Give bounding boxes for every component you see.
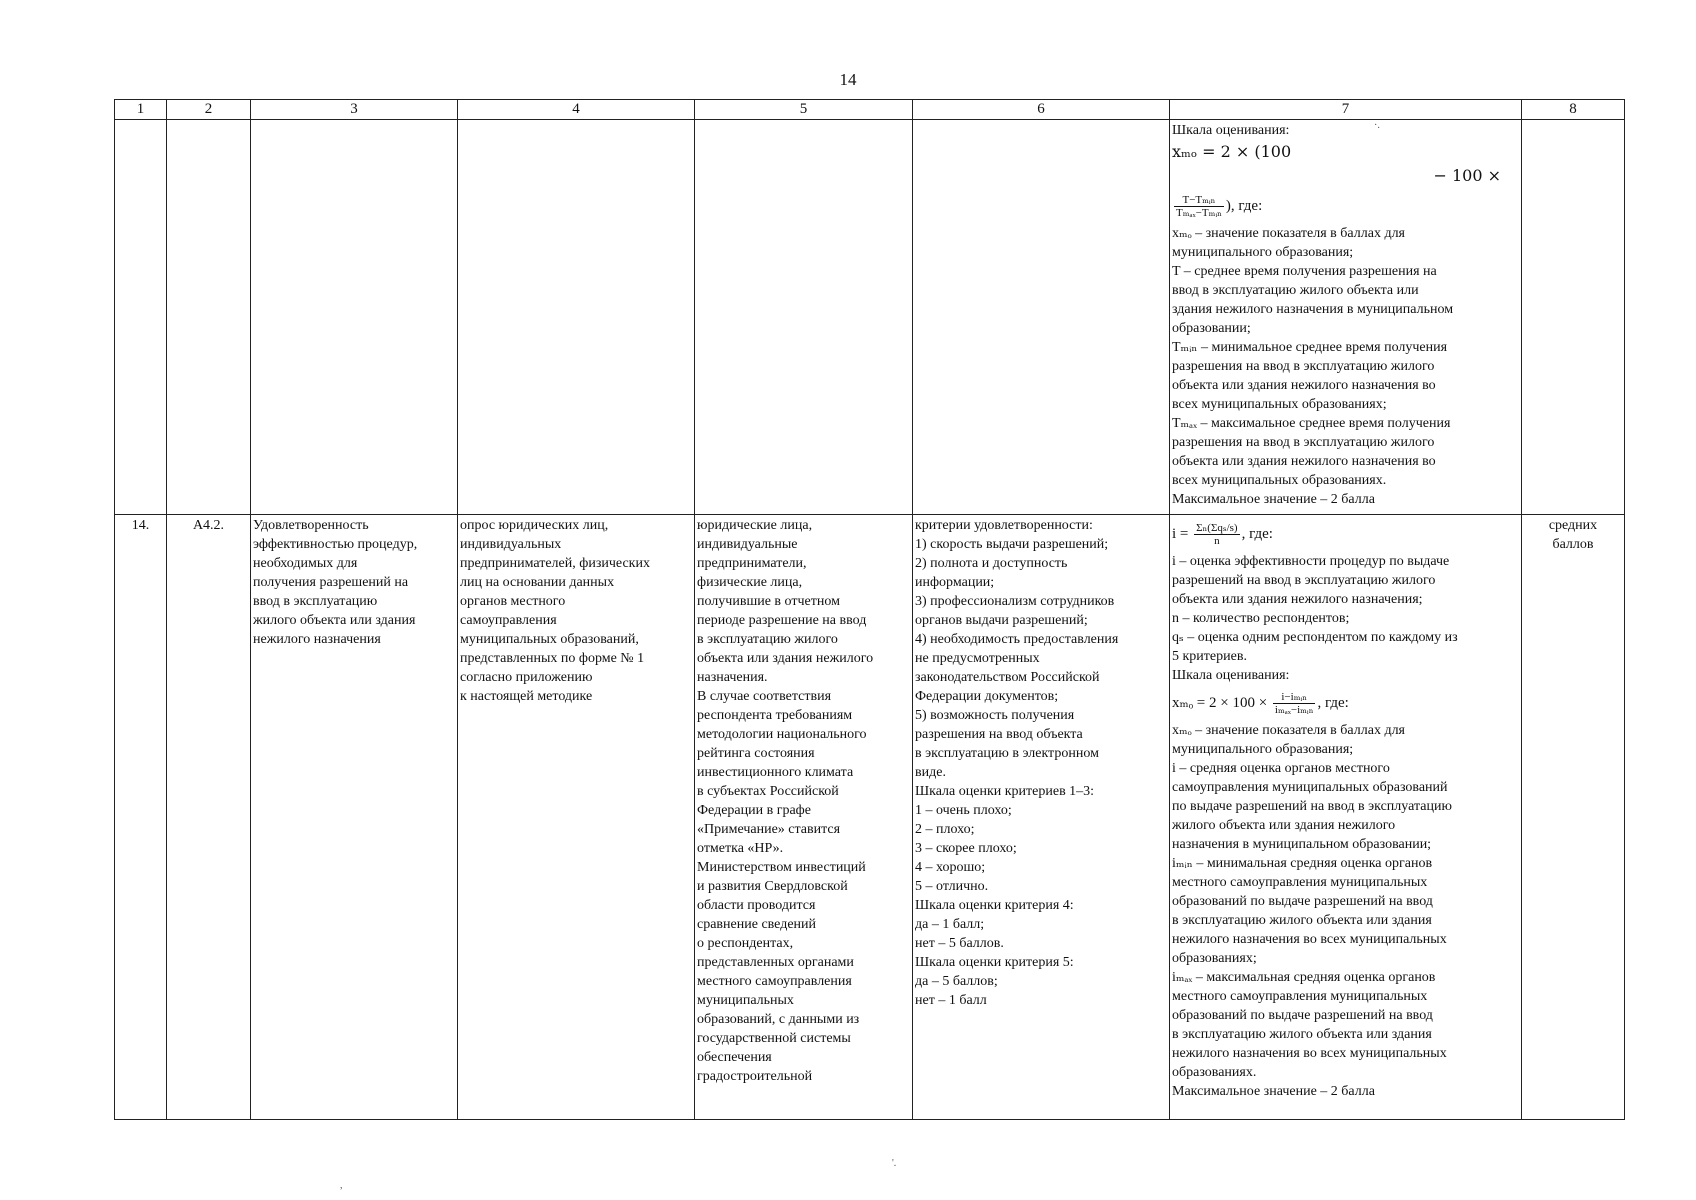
- text-line: Министерством инвестиций: [697, 860, 866, 875]
- fraction-denominator: n: [1214, 535, 1220, 548]
- text-line: Шкала оценивания:: [1172, 668, 1290, 683]
- text-line: объекта или здания нежилого: [697, 651, 874, 666]
- text-line: законодательством Российской: [915, 670, 1100, 685]
- formula-tail: , где:: [1241, 526, 1273, 542]
- text-line: в эксплуатацию жилого: [697, 632, 838, 647]
- fraction-denominator: Tₘₐₓ−Tₘᵢₙ: [1176, 207, 1222, 220]
- text-line: муниципальных: [697, 993, 794, 1008]
- text-line: Федерации в графе: [697, 803, 811, 818]
- formula-tail: , где:: [1317, 695, 1349, 711]
- text-line: баллов: [1552, 537, 1594, 552]
- text-line: Tₘᵢₙ – минимальное среднее время получения: [1172, 340, 1448, 355]
- text-line: самоуправления муниципальных образований: [1172, 780, 1448, 795]
- text-line: нежилого назначения во всех муниципальных: [1172, 1046, 1447, 1061]
- fraction-numerator: i−iₘᵢₙ: [1273, 691, 1316, 704]
- respondents: [695, 515, 913, 1120]
- text-line: Максимальное значение – 2 балла: [1172, 1084, 1375, 1099]
- formula-fraction: [1172, 685, 1519, 721]
- text-line: 3) профессионализм сотрудников: [915, 594, 1115, 609]
- text-line: индивидуальные: [697, 537, 798, 552]
- text-lines: [1172, 224, 1519, 509]
- text-line: xₘₒ – значение показателя в баллах для: [1172, 226, 1405, 241]
- scan-speck: '.: [892, 1158, 897, 1169]
- text-line: В случае соответствия: [697, 689, 832, 704]
- cell-col4: [458, 120, 695, 515]
- text-line: индивидуальных: [460, 537, 562, 552]
- column-header-3: 3: [251, 100, 458, 120]
- text-line: 5 – отлично.: [915, 879, 989, 894]
- text-line: разрешения на ввод в эксплуатацию жилого: [1172, 359, 1435, 374]
- column-header-7: 7: [1170, 100, 1522, 120]
- text-line: 2) полнота и доступность: [915, 556, 1068, 571]
- text-line: 1) скорость выдачи разрешений;: [915, 537, 1109, 552]
- text-line: iₘₐₓ – максимальная средняя оценка органов: [1172, 970, 1436, 985]
- text-line: Шкала оценки критериев 1–3:: [915, 784, 1095, 799]
- cell-col2: [167, 120, 251, 515]
- text-line: по выдаче разрешений на ввод в эксплуатацию: [1172, 799, 1452, 814]
- text-line: образований по выдаче разрешений на ввод: [1172, 1008, 1433, 1023]
- text-line: iₘᵢₙ – минимальная средняя оценка органов: [1172, 856, 1433, 871]
- cell-col7-formula-continued: [1170, 120, 1522, 515]
- data-source: [458, 515, 695, 1120]
- text-line: рейтинга состояния: [697, 746, 815, 761]
- table-row: [115, 515, 1625, 1120]
- text-line: 3 – скорее плохо;: [915, 841, 1017, 856]
- text-line: инвестиционного климата: [697, 765, 854, 780]
- text-line: и развития Свердловской: [697, 879, 848, 894]
- text-line: местного самоуправления муниципальных: [1172, 875, 1428, 890]
- text-line: не предусмотренных: [915, 651, 1040, 666]
- text-line: T – среднее время получения разрешения на: [1172, 264, 1437, 279]
- table-row: [115, 120, 1625, 515]
- calculation-method: [1170, 515, 1522, 1120]
- text-line: периоде разрешение на ввод: [697, 613, 867, 628]
- text-line: в эксплуатацию жилого объекта или здания: [1172, 1027, 1432, 1042]
- text-line: необходимых для: [253, 556, 358, 571]
- text-line: qₛ – оценка одним респондентом по каждому из: [1172, 630, 1458, 645]
- column-header-5: 5: [695, 100, 913, 120]
- indicator-code: А4.2.: [167, 515, 251, 1120]
- text-line: градостроительной: [697, 1069, 813, 1084]
- text-line: получившие в отчетном: [697, 594, 840, 609]
- text-line: обеспечения: [697, 1050, 772, 1065]
- indicator-name: [251, 515, 458, 1120]
- text-line: объекта или здания нежилого назначения во: [1172, 454, 1436, 469]
- text-line: виде.: [915, 765, 946, 780]
- text-line: всех муниципальных образованиях;: [1172, 397, 1387, 412]
- text-line: разрешений на ввод в эксплуатацию жилого: [1172, 573, 1436, 588]
- text-line: да – 5 баллов;: [915, 974, 998, 989]
- column-header-1: 1: [115, 100, 167, 120]
- text-line: xₘₒ – значение показателя в баллах для: [1172, 723, 1405, 738]
- column-header-2: 2: [167, 100, 251, 120]
- row-number: 14.: [115, 515, 167, 1120]
- text-line: жилого объекта или здания: [253, 613, 416, 628]
- text-line: юридические лица,: [697, 518, 813, 533]
- page-number: 14: [839, 70, 857, 89]
- criteria: [913, 515, 1170, 1120]
- text-line: респондента требованиям: [697, 708, 853, 723]
- text-line: методологии национального: [697, 727, 867, 742]
- text-line: n – количество респондентов;: [1172, 611, 1350, 626]
- text-line: самоуправления: [460, 613, 557, 628]
- scan-speck: ·.: [1374, 120, 1380, 131]
- text-line: Максимальное значение – 2 балла: [1172, 492, 1375, 507]
- text-line: образовании;: [1172, 321, 1251, 336]
- text-line: разрешения на ввод в эксплуатацию жилого: [1172, 435, 1435, 450]
- text-line: местного самоуправления муниципальных: [1172, 989, 1428, 1004]
- text-line: 1 – очень плохо;: [915, 803, 1012, 818]
- text-line: объекта или здания нежилого назначения во: [1172, 378, 1436, 393]
- text-line: 4) необходимость предоставления: [915, 632, 1119, 647]
- formula-tail: ), где:: [1225, 198, 1263, 214]
- text-line: i – оценка эффективности процедур по выдаче: [1172, 554, 1450, 569]
- formula-lhs: xₘₒ = 2 × 100 ×: [1172, 695, 1268, 711]
- text-line: органов местного: [460, 594, 566, 609]
- text-line: 4 – хорошо;: [915, 860, 986, 875]
- text-line: местного самоуправления: [697, 974, 852, 989]
- scale-label: Шкала оценивания:: [1172, 123, 1290, 138]
- text-line: нет – 5 баллов.: [915, 936, 1004, 951]
- text-lines: [1172, 721, 1519, 1101]
- text-line: назначения в муниципальном образовании;: [1172, 837, 1432, 852]
- text-line: в эксплуатацию жилого объекта или здания: [1172, 913, 1432, 928]
- text-line: получения разрешений на: [253, 575, 409, 590]
- text-line: да – 1 балл;: [915, 917, 985, 932]
- text-lines: [1172, 552, 1519, 685]
- text-line: к настоящей методике: [460, 689, 593, 704]
- text-line: ввод в эксплуатацию жилого объекта или: [1172, 283, 1419, 298]
- text-line: в эксплуатацию в электронном: [915, 746, 1099, 761]
- text-line: 5) возможность получения: [915, 708, 1075, 723]
- text-line: всех муниципальных образованиях.: [1172, 473, 1387, 488]
- text-line: сравнение сведений: [697, 917, 817, 932]
- text-line: Шкала оценки критерия 4:: [915, 898, 1074, 913]
- text-line: в субъектах Российской: [697, 784, 839, 799]
- text-line: государственной системы: [697, 1031, 851, 1046]
- text-line: Федерации документов;: [915, 689, 1059, 704]
- text-line: жилого объекта или здания нежилого: [1172, 818, 1396, 833]
- text-line: 2 – плохо;: [915, 822, 975, 837]
- header-row: [115, 100, 1625, 120]
- fraction: [1273, 691, 1316, 716]
- formula-fraction: [1172, 188, 1519, 224]
- cell-col3: [251, 120, 458, 515]
- text-line: физические лица,: [697, 575, 803, 590]
- text-line: лиц на основании данных: [460, 575, 615, 590]
- column-header-6: 6: [913, 100, 1170, 120]
- text-line: образованиях;: [1172, 951, 1257, 966]
- text-line: органов выдачи разрешений;: [915, 613, 1088, 628]
- column-header-8: 8: [1522, 100, 1625, 120]
- fraction: [1174, 194, 1224, 219]
- text-line: нежилого назначения во всех муниципальных: [1172, 932, 1447, 947]
- text-line: i – средняя оценка органов местного: [1172, 761, 1390, 776]
- cell-col5: [695, 120, 913, 515]
- text-line: назначения.: [697, 670, 768, 685]
- formula-fraction: [1172, 516, 1519, 552]
- text-line: критерии удовлетворенности:: [915, 518, 1093, 533]
- text-line: объекта или здания нежилого назначения;: [1172, 592, 1423, 607]
- text-line: «Примечание» ставится: [697, 822, 841, 837]
- text-line: области проводится: [697, 898, 816, 913]
- text-line: средних: [1548, 518, 1598, 533]
- text-line: представленных по форме № 1: [460, 651, 645, 666]
- text-line: образованиях.: [1172, 1065, 1257, 1080]
- text-line: 5 критериев.: [1172, 649, 1247, 664]
- methodology-table: [114, 99, 1625, 1120]
- fraction-numerator: Σₙ(Σqₛ/s): [1196, 522, 1238, 535]
- text-line: образований, с данными из: [697, 1012, 860, 1027]
- text-line: предпринимателей, физических: [460, 556, 650, 571]
- text-line: опрос юридических лиц,: [460, 518, 609, 533]
- cell-col8: [1522, 120, 1625, 515]
- text-line: разрешения на ввод объекта: [915, 727, 1083, 742]
- fraction-denominator: iₘₐₓ−iₘᵢₙ: [1274, 704, 1314, 717]
- text-line: муниципального образования;: [1172, 742, 1354, 757]
- text-line: информации;: [915, 575, 995, 590]
- text-line: представленных органами: [697, 955, 854, 970]
- text-line: Шкала оценки критерия 5:: [915, 955, 1074, 970]
- fraction: [1194, 522, 1239, 547]
- text-line: нет – 1 балл: [915, 993, 987, 1008]
- text-line: согласно приложению: [460, 670, 593, 685]
- text-line: предприниматели,: [697, 556, 807, 571]
- text-line: муниципального образования;: [1172, 245, 1354, 260]
- text-line: образований по выдаче разрешений на ввод: [1172, 894, 1433, 909]
- column-header-4: 4: [458, 100, 695, 120]
- formula-line: xₘₒ = 2 × (100: [1172, 142, 1292, 161]
- scan-speck: ,: [340, 1180, 343, 1191]
- text-line: отметка «НР».: [697, 841, 784, 856]
- text-line: ввод в эксплуатацию: [253, 594, 378, 609]
- text-line: эффективностью процедур,: [253, 537, 418, 552]
- formula-lhs: i =: [1172, 526, 1189, 542]
- fraction-numerator: T−Tₘᵢₙ: [1174, 194, 1224, 207]
- unit-of-measure: [1522, 515, 1625, 1120]
- text-line: здания нежилого назначения в муниципальном: [1172, 302, 1454, 317]
- text-line: нежилого назначения: [253, 632, 381, 647]
- cell-col1: [115, 120, 167, 515]
- cell-col6: [913, 120, 1170, 515]
- text-line: Tₘₐₓ – максимальное среднее время получения: [1172, 416, 1451, 431]
- text-line: о респондентах,: [697, 936, 794, 951]
- text-line: муниципальных образований,: [460, 632, 639, 647]
- formula-line: − 100 ×: [1433, 166, 1501, 185]
- text-line: Удовлетворенность: [253, 518, 369, 533]
